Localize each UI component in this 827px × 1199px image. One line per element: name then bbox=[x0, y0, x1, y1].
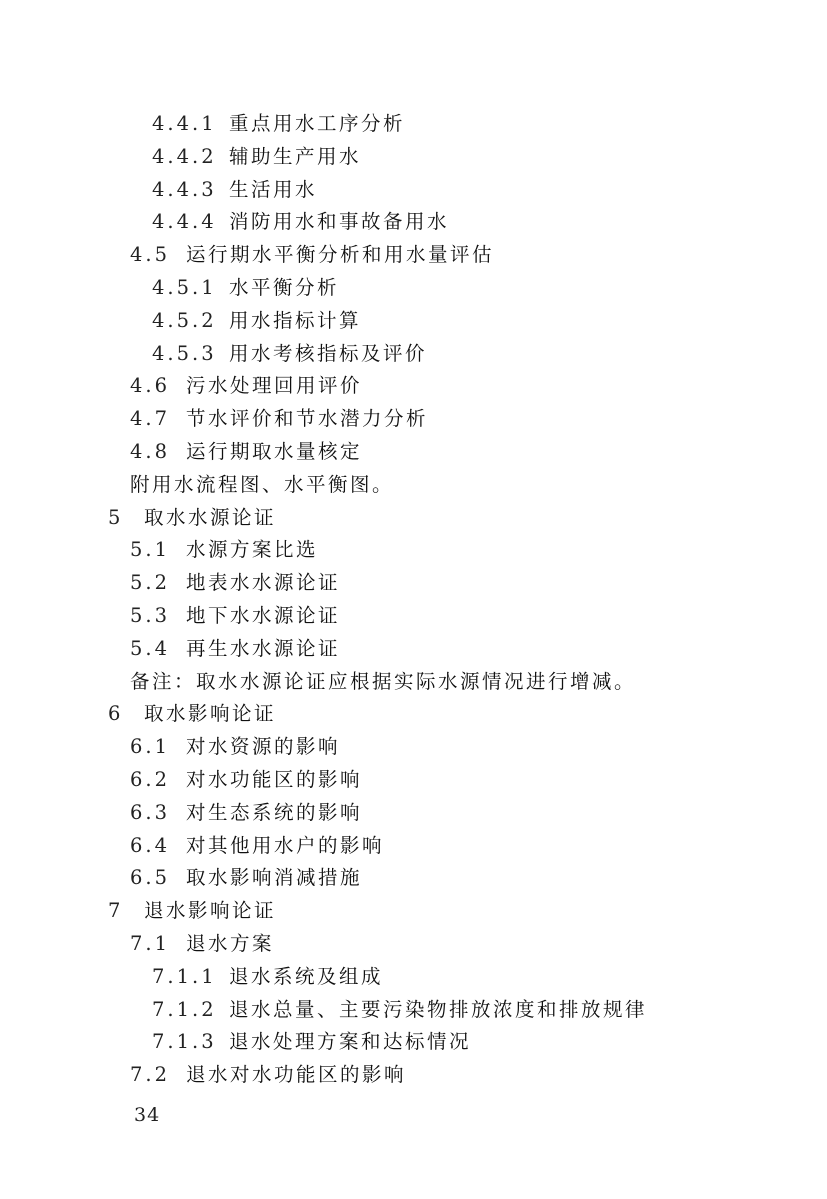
toc-entry bbox=[0, 961, 827, 994]
toc-entry-number: 7.2 bbox=[130, 1063, 171, 1087]
toc-entry-title: 运行期取水量核定 bbox=[186, 439, 363, 463]
toc-entry-title: 退水对水功能区的影响 bbox=[186, 1063, 407, 1087]
toc-entry-number: 6.2 bbox=[130, 767, 171, 791]
toc-entry bbox=[0, 994, 827, 1027]
toc-note-text: 附用水流程图、水平衡图。 bbox=[130, 472, 395, 496]
toc-entry bbox=[0, 108, 827, 141]
toc-entry-title: 地表水水源论证 bbox=[186, 571, 341, 595]
toc-entry-title: 取水影响论证 bbox=[144, 702, 277, 726]
toc-entry-number: 5.3 bbox=[130, 603, 171, 627]
toc-entry-title: 对其他用水户的影响 bbox=[186, 833, 385, 857]
toc-entry-title: 取水水源论证 bbox=[144, 505, 277, 529]
toc-entry-title: 再生水水源论证 bbox=[186, 636, 341, 660]
toc-note bbox=[0, 666, 827, 699]
toc-entry-title: 节水评价和节水潜力分析 bbox=[186, 407, 429, 431]
toc-entry bbox=[0, 1026, 827, 1059]
toc-entry-title: 水平衡分析 bbox=[229, 275, 340, 299]
toc-entry-title: 对生态系统的影响 bbox=[186, 800, 363, 824]
toc-entry-number: 6.5 bbox=[130, 866, 171, 890]
toc-note bbox=[0, 469, 827, 502]
toc-entry bbox=[0, 206, 827, 239]
toc-entry-number: 6.1 bbox=[130, 735, 171, 759]
toc-entry-title: 生活用水 bbox=[229, 177, 318, 201]
table-of-contents bbox=[0, 108, 827, 1092]
toc-entry-title: 消防用水和事故备用水 bbox=[229, 210, 450, 234]
toc-entry-number: 4.6 bbox=[130, 374, 171, 398]
toc-entry-title: 重点用水工序分析 bbox=[229, 112, 406, 135]
toc-entry-number: 4.5.1 bbox=[152, 275, 217, 299]
toc-entry bbox=[0, 338, 827, 371]
toc-entry bbox=[0, 305, 827, 338]
toc-entry bbox=[0, 698, 827, 731]
toc-entry-number: 7.1.1 bbox=[152, 964, 217, 988]
toc-entry-title: 取水影响消减措施 bbox=[186, 866, 363, 890]
toc-entry bbox=[0, 600, 827, 633]
toc-entry-title: 用水指标计算 bbox=[229, 308, 362, 332]
toc-entry-number: 4.8 bbox=[130, 439, 171, 463]
toc-entry-number: 4.4.2 bbox=[152, 144, 217, 168]
toc-entry bbox=[0, 830, 827, 863]
toc-entry-number: 4.5 bbox=[130, 243, 171, 267]
page-number: 34 bbox=[134, 1104, 161, 1126]
toc-entry-title: 对水功能区的影响 bbox=[186, 767, 363, 791]
toc-entry-title: 退水影响论证 bbox=[144, 899, 277, 923]
toc-entry-number: 4.4.3 bbox=[152, 177, 217, 201]
toc-entry-number: 4.5.2 bbox=[152, 308, 217, 332]
toc-entry-title: 辅助生产用水 bbox=[229, 144, 362, 168]
toc-entry-number: 5 bbox=[108, 505, 124, 529]
toc-entry bbox=[0, 436, 827, 469]
toc-note-text: 备注：取水水源论证应根据实际水源情况进行增减。 bbox=[130, 669, 637, 693]
toc-entry bbox=[0, 534, 827, 567]
toc-entry-number: 6.3 bbox=[130, 800, 171, 824]
toc-entry-number: 4.4.1 bbox=[152, 112, 217, 135]
toc-entry-title: 退水处理方案和达标情况 bbox=[229, 1030, 472, 1054]
toc-entry bbox=[0, 797, 827, 830]
toc-entry bbox=[0, 370, 827, 403]
toc-entry bbox=[0, 502, 827, 535]
toc-entry-title: 退水系统及组成 bbox=[229, 964, 384, 988]
toc-entry bbox=[0, 272, 827, 305]
toc-entry-title: 对水资源的影响 bbox=[186, 735, 341, 759]
toc-entry-title: 运行期水平衡分析和用水量评估 bbox=[186, 243, 495, 267]
toc-entry-title: 污水处理回用评价 bbox=[186, 374, 363, 398]
toc-entry-title: 用水考核指标及评价 bbox=[229, 341, 428, 365]
toc-entry-number: 7.1 bbox=[130, 931, 171, 955]
toc-entry bbox=[0, 928, 827, 961]
toc-entry-title: 退水方案 bbox=[186, 931, 275, 955]
toc-entry-number: 5.1 bbox=[130, 538, 171, 562]
toc-entry bbox=[0, 633, 827, 666]
toc-entry bbox=[0, 141, 827, 174]
toc-entry-number: 6 bbox=[108, 702, 124, 726]
toc-entry bbox=[0, 239, 827, 272]
toc-entry bbox=[0, 895, 827, 928]
toc-entry-number: 7 bbox=[108, 899, 124, 923]
toc-entry bbox=[0, 403, 827, 436]
toc-entry-number: 4.5.3 bbox=[152, 341, 217, 365]
toc-entry bbox=[0, 174, 827, 207]
toc-entry bbox=[0, 764, 827, 797]
toc-entry-number: 7.1.2 bbox=[152, 997, 217, 1021]
toc-entry-title: 地下水水源论证 bbox=[186, 603, 341, 627]
toc-entry-title: 水源方案比选 bbox=[186, 538, 319, 562]
toc-entry-number: 7.1.3 bbox=[152, 1030, 217, 1054]
toc-entry-title: 退水总量、主要污染物排放浓度和排放规律 bbox=[229, 997, 648, 1021]
toc-entry bbox=[0, 862, 827, 895]
toc-entry-number: 4.4.4 bbox=[152, 210, 217, 234]
toc-entry-number: 5.2 bbox=[130, 571, 171, 595]
toc-entry-number: 6.4 bbox=[130, 833, 171, 857]
toc-entry bbox=[0, 1059, 827, 1092]
toc-entry bbox=[0, 567, 827, 600]
toc-entry-number: 5.4 bbox=[130, 636, 171, 660]
toc-entry bbox=[0, 731, 827, 764]
toc-entry-number: 4.7 bbox=[130, 407, 171, 431]
